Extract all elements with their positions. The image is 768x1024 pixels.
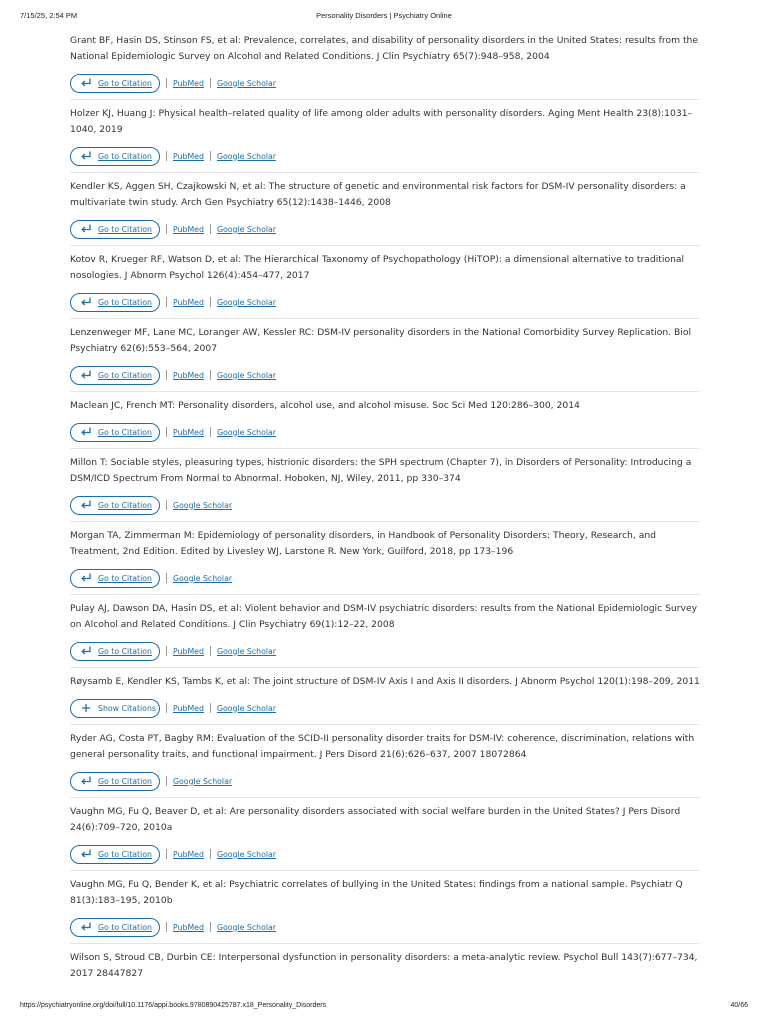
citation-button-label: Show Citations — [98, 703, 156, 713]
citation-button-label: Go to Citation — [98, 573, 152, 583]
link-separator — [166, 500, 167, 510]
show-citations-button[interactable] — [70, 699, 160, 718]
citation-button-label: Go to Citation — [98, 297, 152, 307]
reference-links — [70, 844, 700, 864]
reference-item — [70, 100, 700, 173]
reference-links — [70, 917, 700, 937]
return-arrow-icon — [79, 296, 98, 308]
return-arrow-icon — [79, 775, 98, 787]
go-to-citation-button[interactable] — [70, 147, 160, 166]
pubmed-link[interactable]: PubMed — [173, 922, 204, 932]
reference-text: Røysamb E, Kendler KS, Tambs K, et al: The joint structure of DSM-IV Axis I and Axis II disorders. J Abnorm Psychol 120(1):198–209, 2011 — [70, 676, 700, 687]
pubmed-link[interactable]: PubMed — [173, 427, 204, 437]
citation-button-label: Go to Citation — [98, 922, 152, 932]
reference-list — [70, 33, 700, 988]
citation-button-label: Go to Citation — [98, 500, 152, 510]
link-separator — [210, 370, 211, 380]
go-to-citation-button[interactable] — [70, 366, 160, 385]
reference-item — [70, 246, 700, 319]
reference-item — [70, 595, 700, 668]
google-scholar-link[interactable]: Google Scholar — [173, 500, 233, 510]
return-arrow-icon — [79, 499, 98, 511]
print-page-title: Personality Disorders | Psychiatry Online — [316, 11, 452, 20]
go-to-citation-button[interactable] — [70, 642, 160, 661]
reference-links — [70, 771, 700, 791]
reference-item — [70, 871, 700, 944]
return-arrow-icon — [79, 369, 98, 381]
page-number: 40/66 — [730, 1002, 748, 1009]
reference-text: Holzer KJ, Huang J: Physical health–related quality of life among older adults with personality disorders. Aging Ment Health 23(8):1031–1040, 2019 — [70, 108, 693, 135]
reference-item — [70, 33, 700, 100]
citation-button-label: Go to Citation — [98, 78, 152, 88]
pubmed-link[interactable]: PubMed — [173, 78, 204, 88]
return-arrow-icon — [79, 150, 98, 162]
return-arrow-icon — [79, 223, 98, 235]
link-separator — [210, 703, 211, 713]
return-arrow-icon — [79, 848, 98, 860]
reference-links — [70, 422, 700, 442]
link-separator — [210, 646, 211, 656]
link-separator — [210, 427, 211, 437]
link-separator — [166, 297, 167, 307]
pubmed-link[interactable]: PubMed — [173, 370, 204, 380]
link-separator — [210, 849, 211, 859]
google-scholar-link[interactable]: Google Scholar — [216, 849, 277, 859]
go-to-citation-button[interactable] — [70, 423, 160, 442]
reference-text: Vaughn MG, Fu Q, Beaver D, et al: Are personality disorders associated with social welfare burden in the United States? J Pers Disord 24(6):709–720, 2010a — [70, 806, 681, 833]
pubmed-link[interactable]: PubMed — [173, 703, 204, 713]
link-separator — [166, 224, 167, 234]
link-separator — [166, 646, 167, 656]
reference-links — [70, 73, 700, 93]
citation-button-label: Go to Citation — [98, 224, 152, 234]
return-arrow-icon — [79, 645, 98, 657]
reference-links — [70, 365, 700, 385]
citation-button-label: Go to Citation — [98, 427, 152, 437]
pubmed-link[interactable]: PubMed — [173, 646, 204, 656]
link-separator — [166, 776, 167, 786]
link-separator — [210, 922, 211, 932]
reference-item — [70, 798, 700, 871]
reference-links — [70, 495, 700, 515]
reference-item — [70, 319, 700, 392]
go-to-citation-button[interactable] — [70, 74, 160, 93]
pubmed-link[interactable]: PubMed — [173, 849, 204, 859]
go-to-citation-button[interactable] — [70, 220, 160, 239]
print-datetime: 7/15/25, 2:54 PM — [20, 11, 78, 20]
google-scholar-link[interactable]: Google Scholar — [216, 703, 277, 713]
reference-text: Pulay AJ, Dawson DA, Hasin DS, et al: Violent behavior and DSM-IV psychiatric disorders: results from the National Epidemiologic Survey on Alcohol and Related Conditions. J Clin Psychiatry 69(1):12–22, 2008 — [70, 603, 698, 630]
google-scholar-link[interactable]: Google Scholar — [216, 427, 277, 437]
google-scholar-link[interactable]: Google Scholar — [216, 370, 277, 380]
reference-text: Kendler KS, Aggen SH, Czajkowski N, et al: The structure of genetic and environmental risk factors for DSM-IV personality disorders: a multivariate twin study. Arch Gen Psychiatry 65(12):1438–1446, 2008 — [70, 181, 686, 208]
reference-links — [70, 698, 700, 718]
google-scholar-link[interactable]: Google Scholar — [216, 646, 277, 656]
reference-text: Kotov R, Krueger RF, Watson D, et al: The Hierarchical Taxonomy of Psychopathology (HiTOP): a dimensional alternative to traditional nosologies. J Abnorm Psychol 126(4):454–477, 2017 — [70, 254, 685, 281]
return-arrow-icon — [79, 77, 98, 89]
link-separator — [210, 151, 211, 161]
reference-item — [70, 668, 700, 725]
link-separator — [166, 922, 167, 932]
reference-links — [70, 146, 700, 166]
go-to-citation-button[interactable] — [70, 293, 160, 312]
reference-text: Ryder AG, Costa PT, Bagby RM: Evaluation of the SCID-II personality disorder traits for DSM-IV: coherence, discrimination, relations with general personality traits, and functional impairment. J Pers Disord 21(6):626–637, 2007 18072864 — [70, 733, 695, 760]
reference-item — [70, 725, 700, 798]
google-scholar-link[interactable]: Google Scholar — [216, 151, 277, 161]
print-header — [20, 11, 748, 23]
reference-text: Wilson S, Stroud CB, Durbin CE: Interpersonal dysfunction in personality disorders: a meta-analytic review. Psychol Bull 143(7):677–734, 2017 28447827 — [70, 952, 698, 979]
reference-links — [70, 641, 700, 661]
citation-button-label: Go to Citation — [98, 151, 152, 161]
link-separator — [166, 573, 167, 583]
link-separator — [166, 703, 167, 713]
reference-text: Grant BF, Hasin DS, Stinson FS, et al: Prevalence, correlates, and disability of personality disorders in the United States: results from the National Epidemiologic Survey on Alcohol and Related Conditions. J Clin Psychiatry 65(7):948–958, 2004 — [70, 35, 699, 62]
reference-text: Lenzenweger MF, Lane MC, Loranger AW, Kessler RC: DSM-IV personality disorders in the National Comorbidity Survey Replication. Biol Psychiatry 62(6):553–564, 2007 — [70, 327, 692, 354]
go-to-citation-button[interactable] — [70, 772, 160, 791]
reference-text: Morgan TA, Zimmerman M: Epidemiology of personality disorders, in Handbook of Personality Disorders: Theory, Research, and Treatment, 2nd Edition. Edited by Livesley WJ, Larstone R. New York, Guilford, 2018, pp 173–196 — [70, 530, 656, 557]
citation-button-label: Go to Citation — [98, 370, 152, 380]
print-url: https://psychiatryonline.org/doi/full/10.1176/appi.books.9780890425787.x18_Personality_Disorders — [20, 1002, 327, 1009]
return-arrow-icon — [79, 426, 98, 438]
pubmed-link[interactable]: PubMed — [173, 224, 204, 234]
reference-links — [70, 292, 700, 312]
google-scholar-link[interactable]: Google Scholar — [216, 224, 277, 234]
google-scholar-link[interactable]: Google Scholar — [216, 922, 277, 932]
reference-item — [70, 944, 700, 988]
link-separator — [166, 849, 167, 859]
go-to-citation-button[interactable] — [70, 845, 160, 864]
google-scholar-link[interactable]: Google Scholar — [173, 573, 233, 583]
reference-item — [70, 173, 700, 246]
citation-button-label: Go to Citation — [98, 646, 152, 656]
link-separator — [166, 427, 167, 437]
return-arrow-icon — [79, 572, 98, 584]
link-separator — [166, 151, 167, 161]
pubmed-link[interactable]: PubMed — [173, 151, 204, 161]
reference-text: Vaughn MG, Fu Q, Bender K, et al: Psychiatric correlates of bullying in the United States: findings from a national sample. Psychiatr Q 81(3):183–195, 2010b — [70, 879, 683, 906]
reference-item — [70, 449, 700, 522]
go-to-citation-button[interactable] — [70, 918, 160, 937]
link-separator — [166, 370, 167, 380]
google-scholar-link[interactable]: Google Scholar — [216, 297, 277, 307]
reference-item — [70, 522, 700, 595]
link-separator — [210, 78, 211, 88]
google-scholar-link[interactable]: Google Scholar — [173, 776, 233, 786]
return-arrow-icon — [79, 921, 98, 933]
pubmed-link[interactable]: PubMed — [173, 297, 204, 307]
google-scholar-link[interactable]: Google Scholar — [216, 78, 277, 88]
reference-item — [70, 392, 700, 449]
reference-links — [70, 568, 700, 588]
citation-button-label: Go to Citation — [98, 849, 152, 859]
reference-links — [70, 219, 700, 239]
plus-icon — [79, 702, 98, 714]
go-to-citation-button[interactable] — [70, 569, 160, 588]
link-separator — [166, 78, 167, 88]
print-footer — [20, 1002, 748, 1014]
link-separator — [210, 297, 211, 307]
go-to-citation-button[interactable] — [70, 496, 160, 515]
reference-text: Millon T: Sociable styles, pleasuring types, histrionic disorders: the SPH spectrum (Chapter 7), in Disorders of Personality: Introducing a DSM/ICD Spectrum From Normal to Abnormal. Hoboken, NJ, Wiley, 2011, pp 330–374 — [70, 457, 692, 484]
citation-button-label: Go to Citation — [98, 776, 152, 786]
link-separator — [210, 224, 211, 234]
reference-text: Maclean JC, French MT: Personality disorders, alcohol use, and alcohol misuse. Soc Sci Med 120:286–300, 2014 — [70, 400, 580, 411]
